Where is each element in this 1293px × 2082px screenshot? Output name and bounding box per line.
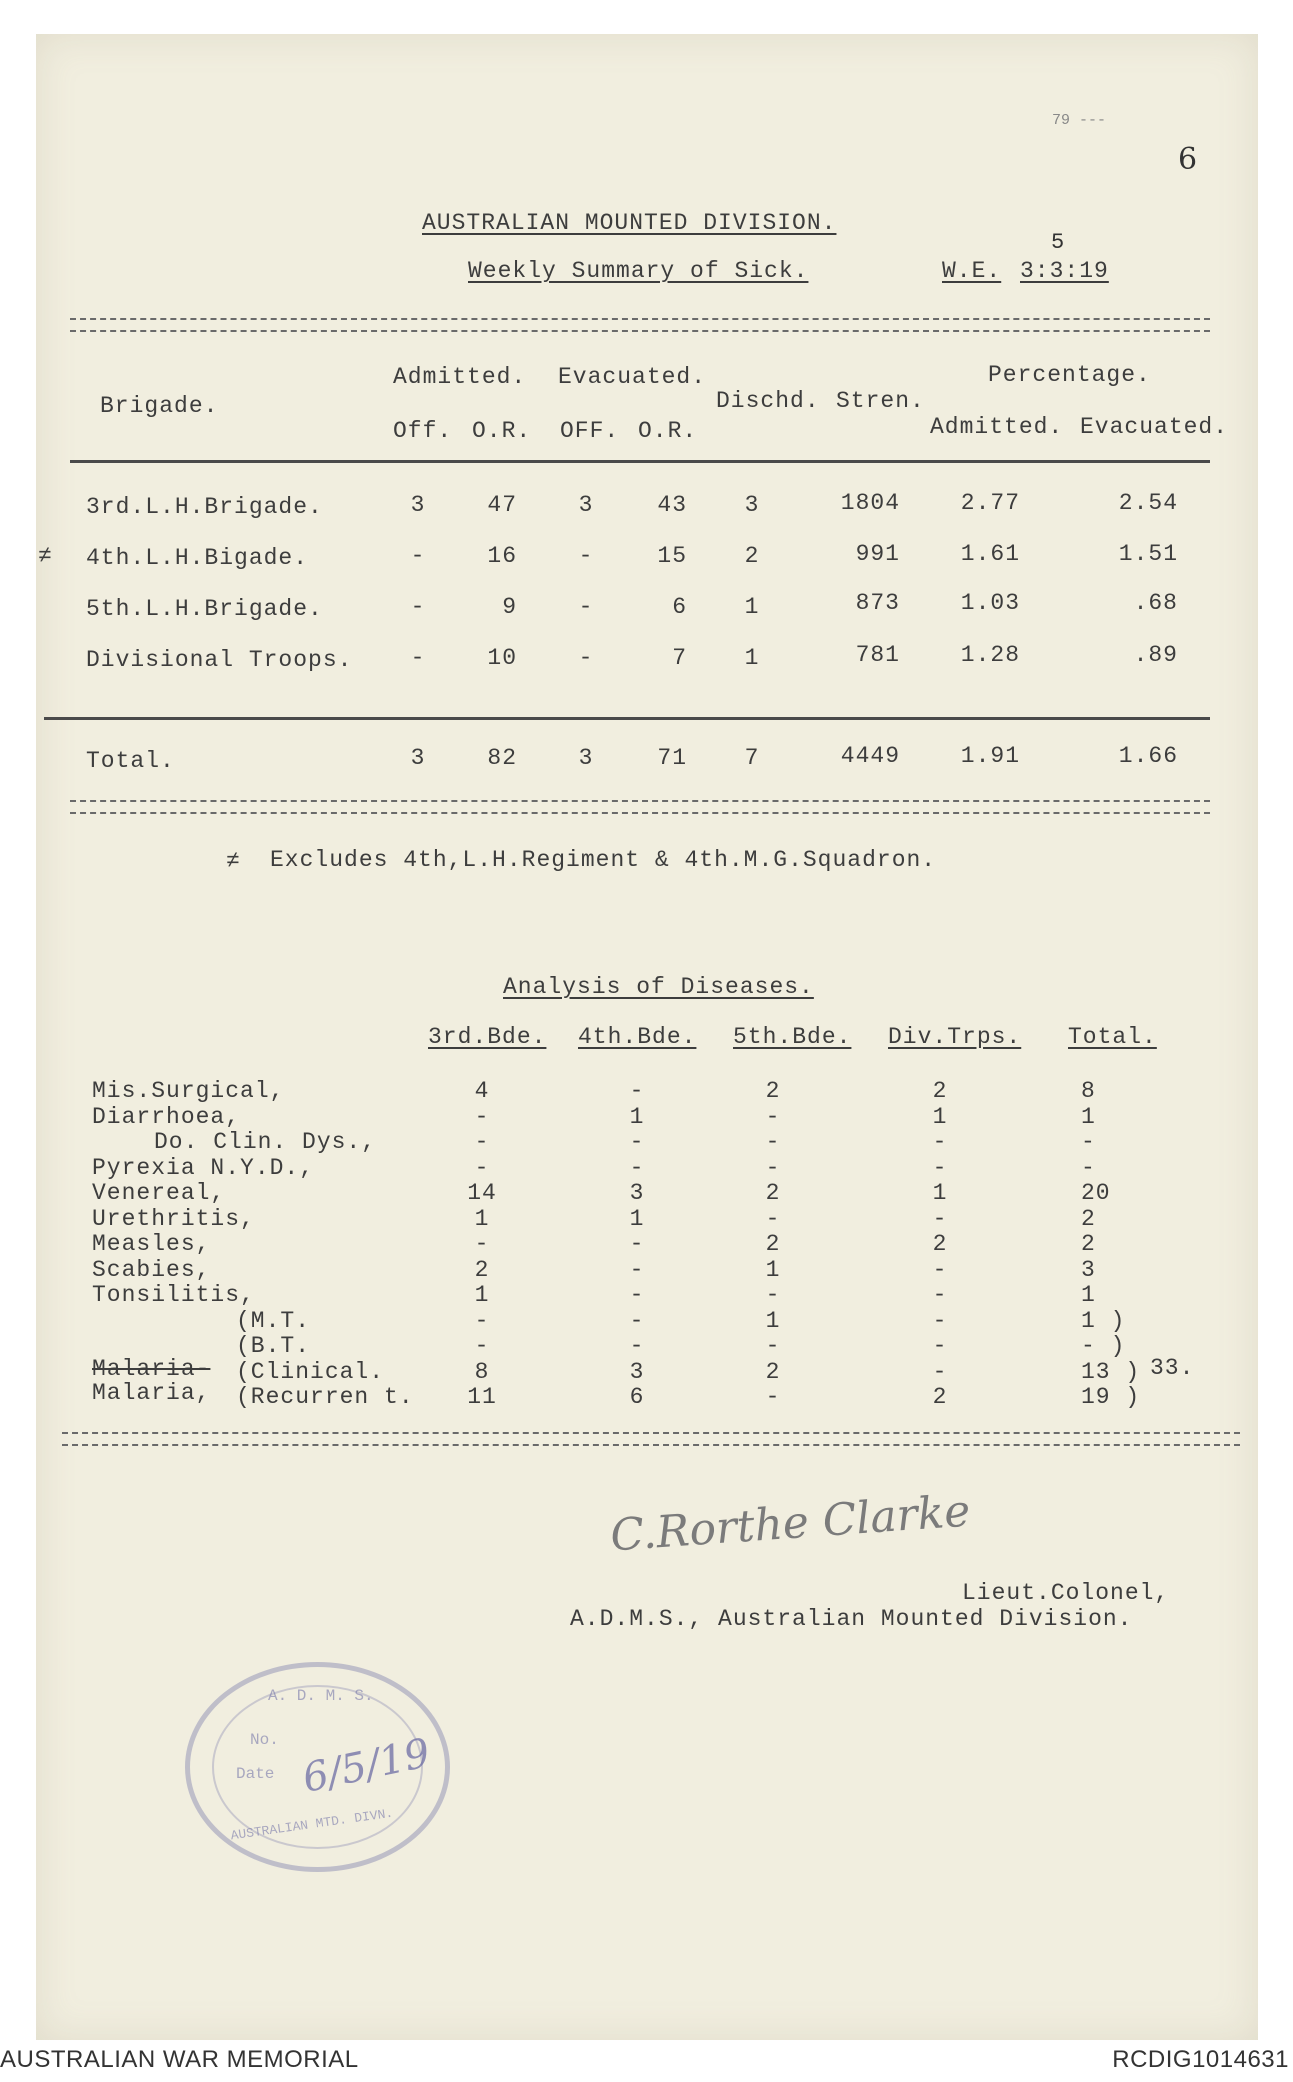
analysis-cell: -	[474, 1231, 490, 1257]
adms-stamp	[185, 1662, 450, 1872]
header-off-evac: OFF.	[560, 418, 620, 444]
cell-stren: 991	[855, 541, 900, 567]
cell-evac-off: -	[578, 543, 594, 569]
analysis-cell: -	[629, 1154, 645, 1181]
cell-adm-or: 9	[502, 594, 517, 620]
stamp-top: A. D. M. S.	[268, 1687, 374, 1705]
analysis-cell: 2	[474, 1256, 490, 1283]
cell-evac-or: 7	[672, 645, 687, 671]
analysis-cell: 6	[629, 1384, 645, 1410]
cell-pct-evac: 2.54	[1118, 490, 1178, 516]
total-adm-or: 82	[487, 745, 517, 771]
bottom-double-rule	[62, 1432, 1240, 1446]
cell-evac-off: -	[578, 594, 594, 620]
week-label: W.E.	[942, 258, 1002, 284]
analysis-cell: -	[765, 1154, 781, 1181]
cell-pct-adm: 2.77	[960, 490, 1020, 516]
stamp-no: No.	[250, 1731, 279, 1749]
top-double-rule	[70, 318, 1210, 332]
analysis-row-label: (M.T.	[236, 1307, 311, 1334]
mid-double-rule	[70, 800, 1210, 814]
analysis-cell: -	[1081, 1154, 1096, 1181]
header-evacuated: Evacuated.	[558, 364, 707, 390]
page-number: 6	[1178, 142, 1198, 177]
analysis-cell: 2	[932, 1384, 948, 1410]
analysis-row-label: (Clinical.	[236, 1358, 385, 1385]
footnote-mark: ≠	[226, 848, 241, 874]
header-dischd: Dischd.	[716, 388, 820, 414]
analysis-cell: - )	[1081, 1333, 1126, 1359]
header-brigade: Brigade.	[100, 393, 219, 419]
cell-adm-or: 10	[487, 645, 517, 671]
analysis-cell: 2	[765, 1078, 781, 1104]
analysis-cell: -	[629, 1129, 645, 1155]
analysis-cell: -	[765, 1333, 781, 1359]
analysis-cell: -	[474, 1333, 490, 1359]
cell-stren: 873	[855, 590, 900, 616]
malaria-struck-label: Malaria-	[92, 1356, 211, 1382]
analysis-cell: -	[932, 1256, 948, 1283]
header-off: Off.	[393, 418, 453, 444]
footer-left: AUSTRALIAN WAR MEMORIAL	[0, 2046, 359, 2073]
analysis-cell: -	[629, 1282, 645, 1308]
analysis-cell: -	[765, 1384, 781, 1410]
analysis-cell: 2	[932, 1231, 948, 1257]
header-percentage: Percentage.	[988, 362, 1151, 388]
cell-dischd: 2	[744, 543, 760, 569]
analysis-cell: -	[932, 1358, 948, 1385]
analysis-cell: 14	[467, 1180, 497, 1206]
cell-dischd: 3	[744, 492, 760, 518]
analysis-cell: -	[629, 1333, 645, 1359]
header-stren: Stren.	[836, 388, 925, 414]
analysis-cell: -	[932, 1307, 948, 1334]
header-or-evac: O.R.	[638, 418, 698, 444]
cell-evac-or: 6	[672, 594, 687, 620]
malaria-label: Malaria,	[92, 1380, 211, 1406]
row-name: Divisional Troops.	[86, 647, 353, 673]
total-adm-off: 3	[410, 745, 426, 771]
week-date: 3:3:19	[1020, 258, 1109, 284]
analysis-cell: 3	[629, 1358, 645, 1385]
analysis-row-label: Mis.Surgical,	[92, 1078, 285, 1104]
cell-stren: 1804	[840, 490, 900, 516]
cell-stren: 781	[855, 642, 900, 668]
cell-dischd: 1	[744, 645, 760, 671]
cell-evac-or: 15	[657, 543, 687, 569]
analysis-col-3rd: 3rd.Bde.	[428, 1024, 547, 1050]
cell-pct-adm: 1.28	[960, 642, 1020, 668]
stamp-bottom: AUSTRALIAN MTD. DIVN.	[229, 1805, 395, 1844]
analysis-row-label: (B.T.	[236, 1333, 311, 1359]
cell-adm-or: 16	[487, 543, 517, 569]
analysis-cell: -	[474, 1307, 490, 1334]
analysis-col-4th: 4th.Bde.	[578, 1024, 697, 1050]
analysis-cell: 3	[1081, 1256, 1096, 1283]
analysis-cell: 1	[629, 1205, 645, 1232]
analysis-cell: 1 )	[1081, 1307, 1126, 1334]
cell-adm-or: 47	[487, 492, 517, 518]
analysis-row-label: Do. Clin. Dys.,	[154, 1129, 377, 1155]
analysis-cell: -	[765, 1129, 781, 1155]
cell-adm-off: -	[410, 594, 426, 620]
analysis-cell: 2	[765, 1231, 781, 1257]
analysis-cell: 1	[932, 1180, 948, 1206]
cell-pct-adm: 1.61	[960, 541, 1020, 567]
analysis-row-label: Diarrhoea,	[92, 1103, 241, 1130]
cell-evac-or: 43	[657, 492, 687, 518]
header-pct-evacuated: Evacuated.	[1080, 414, 1229, 440]
total-pct-evac: 1.66	[1118, 743, 1178, 769]
analysis-cell: -	[932, 1333, 948, 1359]
analysis-cell: 8	[474, 1358, 490, 1385]
analysis-cell: 1	[1081, 1282, 1096, 1308]
total-evac-or: 71	[657, 745, 687, 771]
signatory-title: A.D.M.S., Australian Mounted Division.	[570, 1606, 1133, 1632]
analysis-cell: -	[474, 1129, 490, 1155]
header-pct-admitted: Admitted.	[930, 414, 1064, 440]
analysis-cell: 3	[629, 1180, 645, 1206]
analysis-cell: 1	[765, 1256, 781, 1283]
document-subtitle: Weekly Summary of Sick.	[468, 258, 809, 284]
analysis-row-label: Measles,	[92, 1231, 211, 1257]
total-pct-adm: 1.91	[960, 743, 1020, 769]
analysis-row-label: Tonsilitis,	[92, 1282, 255, 1308]
week-correction: 5	[1051, 230, 1065, 255]
row-name: 5th.L.H.Brigade.	[86, 596, 323, 622]
stamp-date-label: Date	[236, 1765, 275, 1783]
header-admitted: Admitted.	[393, 364, 527, 390]
total-evac-off: 3	[578, 745, 594, 771]
stamp-date: 6/5/19	[298, 1730, 435, 1802]
analysis-cell: -	[932, 1154, 948, 1181]
analysis-cell: -	[474, 1103, 490, 1130]
footnote: Excludes 4th,L.H.Regiment & 4th.M.G.Squadron.	[270, 847, 937, 873]
row-name: 3rd.L.H.Brigade.	[86, 494, 323, 520]
analysis-cell: -	[765, 1103, 781, 1130]
row-name: 4th.L.H.Bigade.	[86, 545, 309, 571]
cell-evac-off: 3	[578, 492, 594, 518]
signatory-rank: Lieut.Colonel,	[962, 1580, 1170, 1606]
corner-marks: 79 ---	[1052, 112, 1107, 129]
analysis-cell: -	[629, 1231, 645, 1257]
analysis-cell: -	[932, 1282, 948, 1308]
cell-adm-off: 3	[410, 492, 426, 518]
analysis-cell: -	[629, 1307, 645, 1334]
footer-right: RCDIG1014631	[1112, 2046, 1289, 2073]
analysis-cell: 1	[474, 1282, 490, 1308]
analysis-cell: 1	[474, 1205, 490, 1232]
analysis-cell: -	[1081, 1129, 1096, 1155]
analysis-cell: -	[932, 1129, 948, 1155]
analysis-cell: 1	[1081, 1103, 1096, 1130]
document-title: AUSTRALIAN MOUNTED DIVISION.	[422, 210, 837, 236]
analysis-cell: 8	[1081, 1078, 1096, 1104]
analysis-row-label: Urethritis,	[92, 1205, 255, 1232]
total-label: Total.	[86, 748, 175, 774]
analysis-cell: 1	[765, 1307, 781, 1334]
header-underline	[70, 460, 1210, 463]
cell-pct-adm: 1.03	[960, 590, 1020, 616]
total-dischd: 7	[744, 745, 760, 771]
header-or: O.R.	[472, 418, 532, 444]
cell-pct-evac: .89	[1133, 642, 1178, 668]
analysis-cell: 19 )	[1081, 1384, 1141, 1410]
analysis-cell: 2	[1081, 1205, 1096, 1232]
total-overline	[44, 717, 1210, 720]
analysis-cell: 2	[932, 1078, 948, 1104]
analysis-cell: -	[629, 1256, 645, 1283]
analysis-cell: 11	[467, 1384, 497, 1410]
cell-adm-off: -	[410, 543, 426, 569]
analysis-cell: 2	[1081, 1231, 1096, 1257]
analysis-row-label: Pyrexia N.Y.D.,	[92, 1154, 315, 1181]
analysis-cell: 1	[932, 1103, 948, 1130]
analysis-cell: -	[629, 1078, 645, 1104]
analysis-cell: 13 )	[1081, 1358, 1141, 1385]
analysis-row-label: Scabies,	[92, 1256, 211, 1283]
analysis-col-div: Div.Trps.	[888, 1024, 1022, 1050]
analysis-cell: -	[765, 1205, 781, 1232]
malaria-total: 33.	[1150, 1355, 1195, 1381]
row-mark: ≠	[38, 543, 53, 569]
analysis-col-total: Total.	[1068, 1024, 1157, 1050]
analysis-row-label: Venereal,	[92, 1180, 226, 1206]
analysis-cell: -	[932, 1205, 948, 1232]
analysis-cell: 1	[629, 1103, 645, 1130]
cell-pct-evac: 1.51	[1118, 541, 1178, 567]
analysis-cell: 2	[765, 1180, 781, 1206]
total-stren: 4449	[840, 743, 900, 769]
signature: C.Rorthe Clarke	[608, 1485, 972, 1562]
analysis-row-label: (Recurren t.	[236, 1384, 414, 1410]
analysis-cell: -	[474, 1154, 490, 1181]
analysis-col-5th: 5th.Bde.	[733, 1024, 852, 1050]
analysis-cell: 2	[765, 1358, 781, 1385]
cell-evac-off: -	[578, 645, 594, 671]
cell-adm-off: -	[410, 645, 426, 671]
cell-pct-evac: .68	[1133, 590, 1178, 616]
cell-dischd: 1	[744, 594, 760, 620]
analysis-cell: 20	[1081, 1180, 1111, 1206]
analysis-cell: -	[765, 1282, 781, 1308]
analysis-title: Analysis of Diseases.	[503, 974, 814, 1000]
analysis-cell: 4	[474, 1078, 490, 1104]
